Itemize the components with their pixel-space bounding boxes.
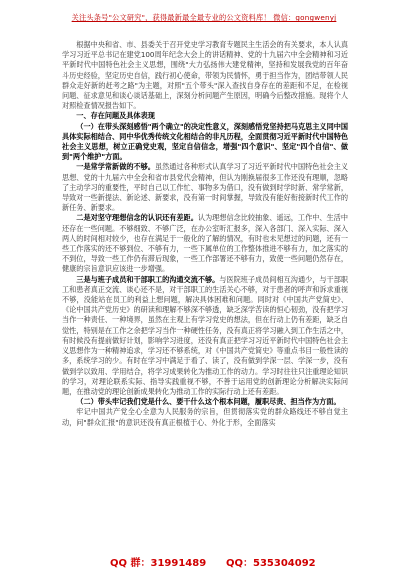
qq-group-number: QQ 群：31991489 (110, 558, 207, 569)
banner-link[interactable]: 关注头条号"公文研究"，获得最新最全最专业的公文资料库！ 微信：gongwenyj (71, 13, 337, 22)
paragraph-1-text: 虽然通过各种形式认真学习了习近平新时代中国特色社会主义思想、党的十九届六中全会和省市县党代会精神，但认为刚换届很多工作还没有理顺，忽略了主动学习的重要性，平时自己以工作忙、事物多为借口，没有做到时学时新、常学常新，导致对一些新提法、新论述、新要求，没有第一时间掌握，导致没有能好衔接新时代工作的新任务、新要求。 (62, 162, 348, 213)
paragraph-1 (62, 162, 348, 213)
paragraph-2 (62, 213, 348, 274)
footer-contact (0, 552, 408, 572)
section-heading: 一、存在问题及具体表现 (76, 111, 155, 121)
paragraph-3-lead: 三是与班子成员和干部职工的沟通交流不够。 (76, 274, 220, 284)
intro-paragraph: 根据中央和省、市、县委关于召开党史学习教育专题民主生活会的有关要求，本人认真学习习近平总书记在建党100周年纪念大会上的讲话精神、党的十九届六中全会精神和习近平新时代中国特色社会主义思想，围绕"大力弘扬伟大建党精神，坚持和发展我党的百年奋斗历史经验，坚定历史自信，践行初心使命，带领为民情怀，勇于担当作为，团结带领人民群众走好新的赶考之路"为主题，对照"五个带头"深入查找自身存在的差距和不足，在检视问题、征求意见和谈心谈话基础上，深刻分析问题产生原因，明确今后整改措施。现将个人对照检查情况报告如下。 (62, 40, 348, 111)
document-body (62, 40, 348, 428)
paragraph-2-text: 认为理想信念比较抽象、遥远，工作中、生活中还存在一些问题。不够细致、不够广泛，在办公室听汇报多，深入各部门、深入实际、深入两人的时间相对较少，也存在满足于一般化的了解的情况，有时也未见想过的问题，还有一些工作落实的还不够到位、不够有力，一些下属单位的工作整体推进不够有力，加之落实的不到位，导致一些工作仍有滞后现象，一些工作部署还不够有力，致使一些问题仍然存在，健康的宗旨意识应该进一步增强。 (62, 213, 348, 274)
top-banner (0, 0, 408, 38)
paragraph-1-lead: 一是常学常新做的不够。 (76, 162, 155, 172)
paragraph-3 (62, 275, 348, 397)
subsection-heading-1: （一）在带头深刻感悟"两个确立"的决定性意义，深刻感悟党坚持把马克思主义同中国具体实际相结合、同中华优秀传统文化相结合的非凡历程，全面贯彻习近平新时代中国特色社会主义思想，树立正确党史观，坚定自信信念，增强"四个意识"、坚定"四个自信"、做到"两个维护"方面。 (62, 121, 348, 162)
paragraph-4: 牢记中国共产党全心全意为人民服务的宗旨，但贯彻落实党的群众路线还不够自觉主动，问"群众汇报"的意识还没有真正根植于心、外化于形，全面落实 (62, 407, 348, 427)
subsection-heading-2: （二）带头牢记我们党是什么、要干什么这个根本问题，履职尽责、担当作为方面。 (76, 397, 341, 407)
qq-number: QQ：535304092 (226, 558, 316, 569)
paragraph-3-text: 与医院班子成员间相互沟通少，与干部职工和患者真正交流、谈心还不是，对干部职工的生活关心不够，对于患者的呼声和诉求重视不够，没能站在员工的利益上想问题，解决具体困难和问题。同时对《中国共产党简史》、《论中国共产党历史》的研读和理解不够深不够透，缺乏深学苦读的恒心韧劲，没有把学习当作一种责任、一种境界，虽然在主观上有学习党史的想法，但在行动上仍有差距，缺乏自觉性，特别是在工作之余把学习当作一种硬性任务，没有真正将学习融入到工作生活之中，有时候没有提前做好计划，影响学习进度，还没有真正把学习习近平新时代中国特色社会主义思想作为一种精神追求，学习还不够系统，对《中国共产党简史》等重点书目一般性读的多，系统学习的少。有时在学习中满足于看了、读了，没有做到学深一层、学深一步，没有做到学以致用、学用结合，将学习成果转化为推动工作的动力。学习时往往只注重理论知识的学习，对理论联系实际、指导实践重视不够，不善于运用党的创新理论分析解决实际问题，在推动党的理论创新成果转化为推动工作的实际行动上还有差距。 (62, 274, 348, 396)
paragraph-2-lead: 二是对坚守理想信念的认识还有差距。 (76, 213, 198, 223)
